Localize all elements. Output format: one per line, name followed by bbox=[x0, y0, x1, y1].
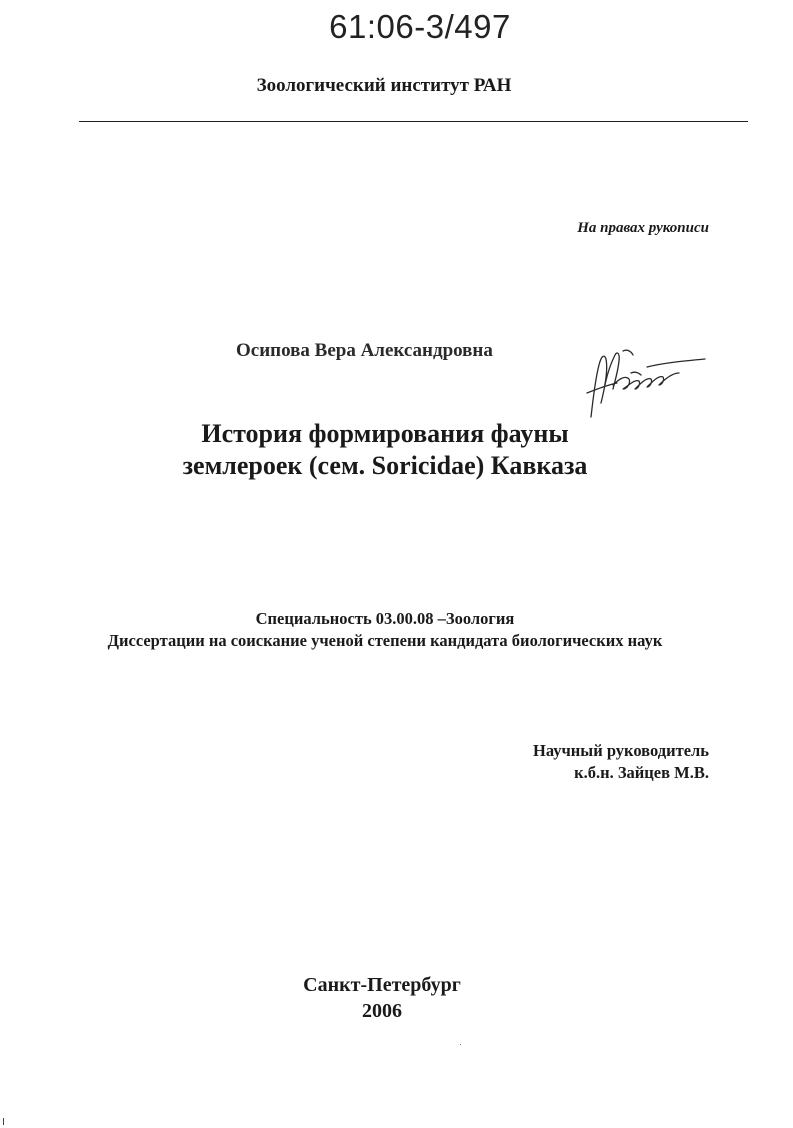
scan-edge-mark bbox=[3, 1118, 4, 1125]
handwritten-signature bbox=[583, 345, 708, 420]
author-name: Осипова Вера Александровна bbox=[236, 340, 493, 361]
catalog-number: 61:06-3/497 bbox=[329, 8, 511, 45]
title-line-1: История формирования фауны bbox=[201, 419, 569, 448]
specialty-line: Специальность 03.00.08 –Зоология bbox=[255, 609, 515, 628]
header-divider bbox=[79, 121, 748, 122]
specialty-block bbox=[60, 608, 710, 652]
dissertation-title bbox=[130, 418, 640, 482]
year: 2006 bbox=[362, 1000, 402, 1022]
supervisor-block bbox=[533, 740, 709, 784]
supervisor-name: к.б.н. Зайцев М.В. bbox=[574, 763, 709, 782]
title-line-2: землероек (сем. Soricidae) Кавказа bbox=[182, 451, 588, 480]
degree-line: Диссертации на соискание ученой степени кандидата биологических наук bbox=[107, 631, 663, 650]
rights-note: На правах рукописи bbox=[577, 220, 709, 236]
place-and-year bbox=[232, 972, 532, 1024]
institute-name: Зоологический институт РАН bbox=[256, 75, 512, 96]
supervisor-label: Научный руководитель bbox=[533, 741, 709, 760]
city: Санкт-Петербург bbox=[303, 974, 461, 996]
scan-speck bbox=[460, 1044, 461, 1045]
